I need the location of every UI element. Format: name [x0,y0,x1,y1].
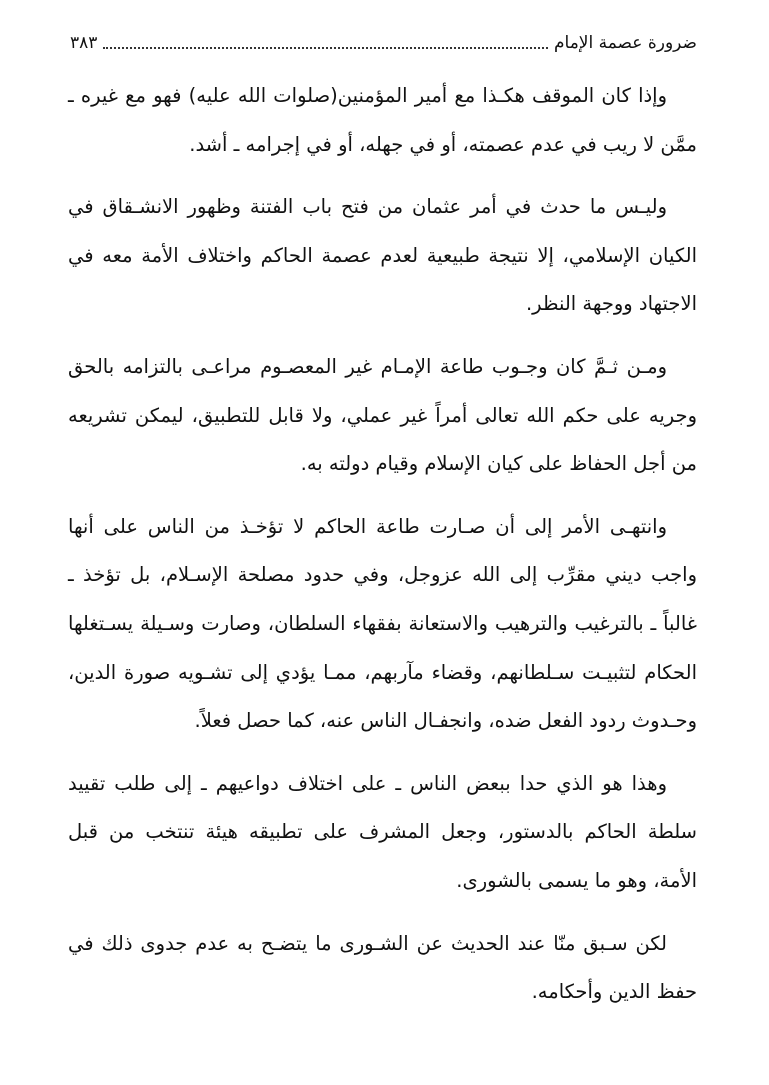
body-text [68,72,697,1017]
dotted-leader [103,46,548,49]
paragraph-4: وانتهـى الأمر إلى أن صـارت طاعة الحاكم لا تؤخـذ من الناس على أنها واجب ديني مقرِّب إلى الله عزوجل، وفي حدود مصلحة الإسـلام، بل تؤخذ ـ غالباً ـ بالترغيب والترهيب والاستعانة بفقهاء السلطان، وصارت وسـيلة يسـتغلها الحكام لتثبيـت سـلطانهم، وقضاء مآربهم، ممـا يؤدي إلى تشـويه صورة الدين، وحـدوث ردود الفعل ضده، وانجفـال الناس عنه، كما حصل فعلاً. [68,514,697,733]
paragraph-6: لكن سـبق منّا عند الحديث عن الشـورى ما يتضـح به عدم جدوى ذلك في حفظ الدين وأحكامه. [68,931,697,1004]
paragraph-1: وإذا كان الموقف هكـذا مع أمير المؤمنين(صلوات الله عليه) فهو مع غيره ـ ممَّن لا ريب في عدم عصمته، أو في جهله، أو في إجرامه ـ أشد. [68,84,697,156]
paragraph-5: وهذا هو الذي حدا ببعض الناس ـ على اختلاف دواعيهم ـ إلى طلب تقييد سلطة الحاكم بالدستور، وجعل المشرف على تطبيقه هيئة تنتخب من قبل الأمة، وهو ما يسمى بالشورى. [68,771,697,892]
page-number: ٣٨٣ [70,33,98,53]
paragraph-2: وليـس ما حدث في أمر عثمان من فتح باب الفتنة وظهور الانشـقاق في الكيان الإسلامي، إلا نتيجة طبيعية لعدم عصمة الحاكم واختلاف الأمة معه في الاجتهاد ووجهة النظر. [68,195,697,316]
chapter-title: ضرورة عصمة الإمام [553,33,697,53]
paragraph-3: ومـن ثـمَّ كان وجـوب طاعة الإمـام غير المعصـوم مراعـى بالتزامه بالحق وجريه على حكم الله تعالى أمراً غير عملي، ولا قابل للتطبيق، ليمكن تشريعه من أجل الحفاظ على كيان الإسلام وقيام دولته به. [68,354,697,476]
running-header [70,26,697,60]
